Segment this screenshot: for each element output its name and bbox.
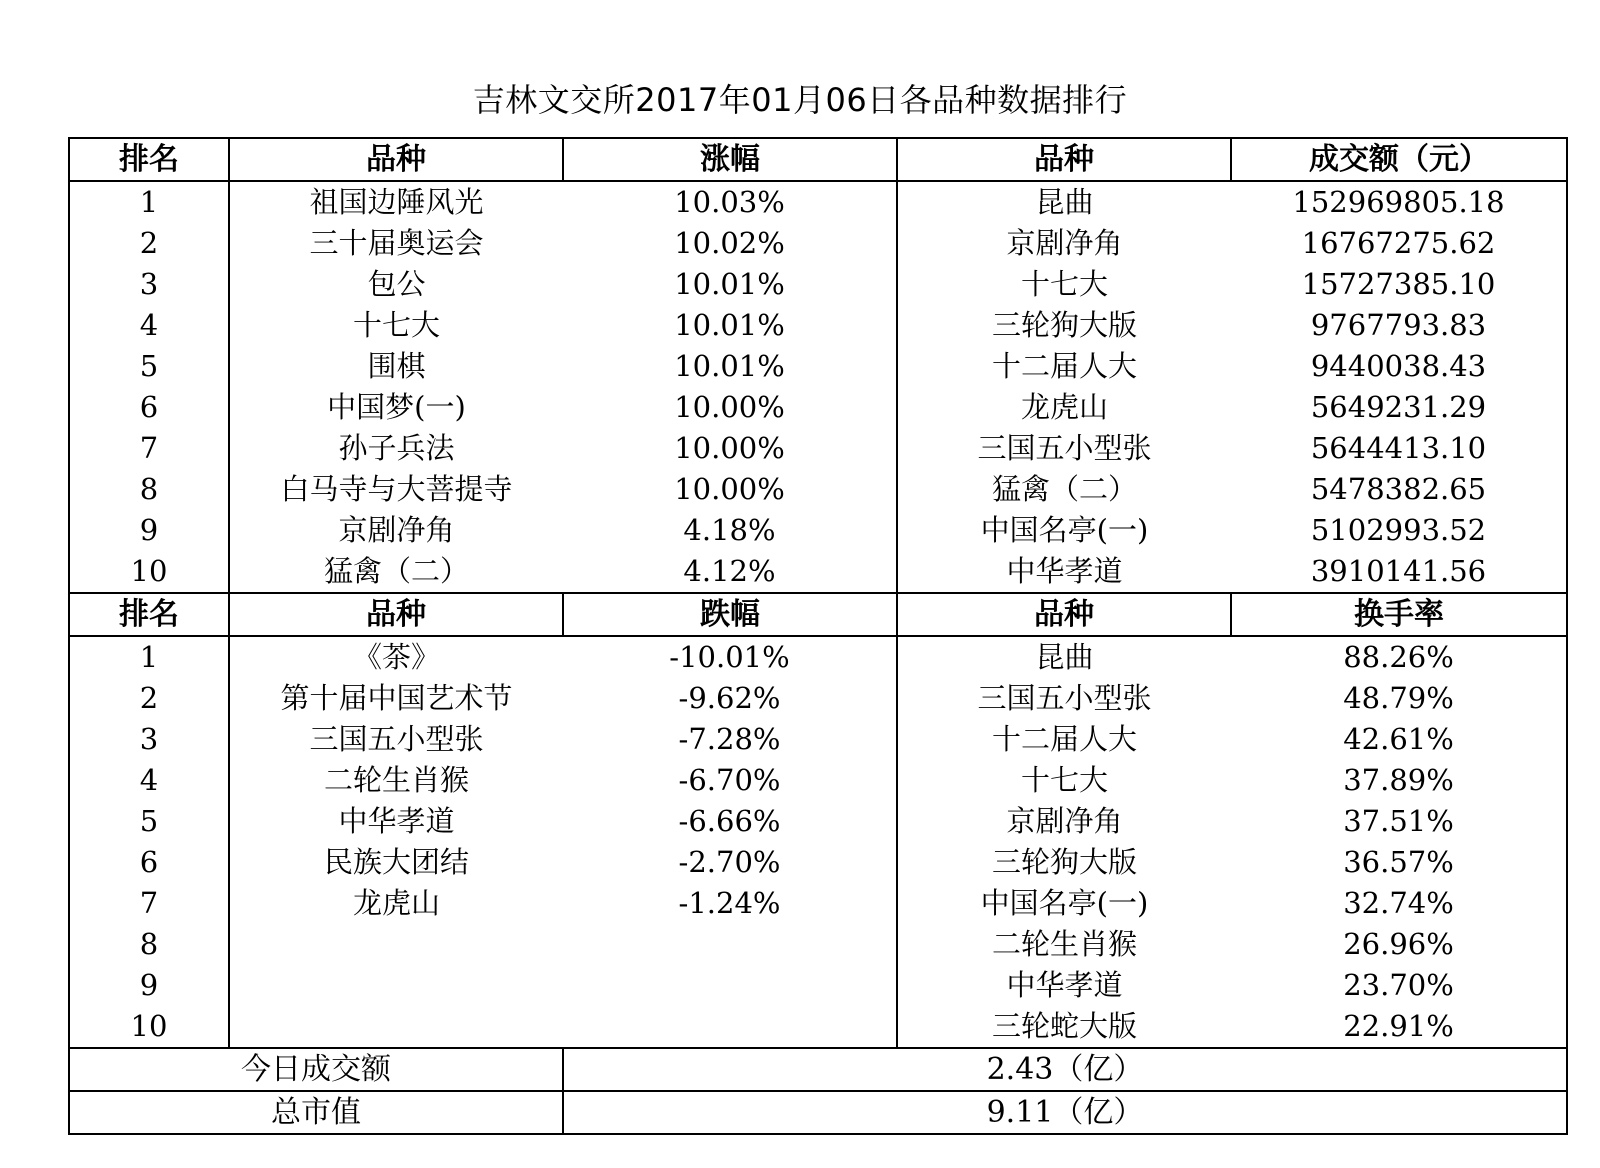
turnover-value: 2.43（亿） [563,1048,1567,1091]
rank-cell: 10 [69,551,229,593]
value-cell: 152969805.18 [1292,185,1505,219]
rank-cell: 7 [69,428,229,469]
change-cell: -7.28% [563,719,897,760]
table-row [69,305,1567,346]
header-gain: 涨幅 [563,138,897,181]
value-cell: 16767275.62 [1301,226,1496,260]
name-cell-2: 昆曲 [1035,185,1094,219]
name-cell: 白马寺与大菩提寺 [280,472,513,506]
change-cell: -10.01% [563,636,897,678]
name-cell: 三十届奥运会 [309,226,484,260]
name-cell-2: 三国五小型张 [977,431,1152,465]
change-cell: -6.66% [563,801,897,842]
name-cell-2: 猛禽（二） [991,472,1137,506]
table-row [69,387,1567,428]
name-cell-2: 中国名亭(一) [980,513,1149,547]
name-cell-2: 三轮狗大版 [991,308,1137,342]
rank-cell: 1 [69,181,229,223]
rank-cell: 1 [69,636,229,678]
name-cell-2: 十二届人大 [991,722,1137,756]
header-name: 品种 [229,593,563,636]
rank-cell: 3 [69,264,229,305]
name-cell: 二轮生肖猴 [323,763,469,797]
rank-cell: 5 [69,346,229,387]
change-cell: -6.70% [563,760,897,801]
rank-cell: 8 [69,924,229,965]
turnover-summary-row [69,1048,1567,1091]
change-cell: 4.18% [563,510,897,551]
table-row [69,842,1567,883]
change-cell: 10.01% [563,264,897,305]
change-cell: 10.01% [563,346,897,387]
market-cap-label: 总市值 [69,1091,563,1134]
change-cell: 10.00% [563,387,897,428]
value-cell: 37.89% [1343,763,1454,797]
rank-cell: 4 [69,760,229,801]
name-cell [229,924,563,965]
change-cell: 10.00% [563,469,897,510]
name-cell-2: 中国名亭(一) [980,886,1149,920]
table-row [69,181,1567,223]
change-cell: 10.01% [563,305,897,346]
value-cell: 3910141.56 [1310,554,1487,588]
change-cell [563,965,897,1006]
table-row [69,428,1567,469]
turnover-label: 今日成交额 [69,1048,563,1091]
table-row [69,346,1567,387]
gain-header-row [69,138,1567,181]
value-cell: 9767793.83 [1310,308,1487,342]
table-row [69,801,1567,842]
value-cell: 48.79% [1343,681,1454,715]
header-loss: 跌幅 [563,593,897,636]
header-turnover-amount: 成交额（元） [1231,138,1567,181]
name-cell [229,965,563,1006]
value-cell: 42.61% [1343,722,1454,756]
change-cell: -9.62% [563,678,897,719]
name-cell: 《茶》 [352,640,440,674]
ranking-table [68,137,1568,1135]
table-row [69,551,1567,593]
name-cell: 中国梦(一) [327,390,466,424]
table-row [69,965,1567,1006]
value-cell: 88.26% [1343,640,1454,674]
table-row [69,510,1567,551]
value-cell: 37.51% [1343,804,1454,838]
name-cell: 京剧净角 [338,513,455,547]
name-cell-2: 三国五小型张 [977,681,1152,715]
value-cell: 23.70% [1343,968,1454,1002]
loss-header-row [69,593,1567,636]
rank-cell: 9 [69,510,229,551]
name-cell: 民族大团结 [323,845,469,879]
name-cell-2: 中华孝道 [1006,554,1123,588]
name-cell-2: 二轮生肖猴 [991,927,1137,961]
change-cell [563,1006,897,1048]
value-cell: 5478382.65 [1310,472,1487,506]
header-rank: 排名 [69,138,229,181]
header-name-2: 品种 [897,138,1231,181]
rank-cell: 5 [69,801,229,842]
name-cell-2: 京剧净角 [1006,804,1123,838]
change-cell: 10.02% [563,223,897,264]
name-cell-2: 三轮狗大版 [991,845,1137,879]
change-cell: 10.00% [563,428,897,469]
table-row [69,264,1567,305]
header-turnover-rate: 换手率 [1231,593,1567,636]
name-cell: 中华孝道 [338,804,455,838]
header-name: 品种 [229,138,563,181]
table-row [69,924,1567,965]
change-cell: 10.03% [563,181,897,223]
value-cell: 5644413.10 [1310,431,1487,465]
change-cell: 4.12% [563,551,897,593]
name-cell [229,1006,563,1048]
rank-cell: 7 [69,883,229,924]
name-cell-2: 十七大 [1020,267,1108,301]
name-cell-2: 龙虎山 [1020,390,1108,424]
name-cell: 猛禽（二） [323,554,469,588]
table-row [69,469,1567,510]
rank-cell: 3 [69,719,229,760]
value-cell: 32.74% [1343,886,1454,920]
name-cell: 祖国边陲风光 [309,185,484,219]
name-cell: 孙子兵法 [338,431,455,465]
value-cell: 9440038.43 [1310,349,1487,383]
table-row [69,883,1567,924]
rank-cell: 8 [69,469,229,510]
value-cell: 5649231.29 [1310,390,1487,424]
ranking-table-body [69,138,1567,1134]
name-cell: 围棋 [367,349,426,383]
table-row [69,636,1567,678]
name-cell-2: 中华孝道 [1006,968,1123,1002]
name-cell-2: 十七大 [1020,763,1108,797]
value-cell: 15727385.10 [1301,267,1496,301]
table-row [69,719,1567,760]
name-cell: 十七大 [352,308,440,342]
name-cell: 包公 [367,267,426,301]
name-cell: 第十届中国艺术节 [280,681,513,715]
header-rank: 排名 [69,593,229,636]
value-cell: 5102993.52 [1310,513,1487,547]
table-row [69,223,1567,264]
change-cell: -2.70% [563,842,897,883]
table-row [69,678,1567,719]
name-cell-2: 三轮蛇大版 [991,1009,1137,1043]
name-cell-2: 京剧净角 [1006,226,1123,260]
change-cell [563,924,897,965]
market-cap-summary-row [69,1091,1567,1134]
value-cell: 22.91% [1343,1009,1454,1043]
change-cell: -1.24% [563,883,897,924]
header-name-2: 品种 [897,593,1231,636]
name-cell-2: 十二届人大 [991,349,1137,383]
rank-cell: 2 [69,223,229,264]
rank-cell: 6 [69,387,229,428]
table-row [69,1006,1567,1048]
market-cap-value: 9.11（亿） [563,1091,1567,1134]
page-title: 吉林文交所2017年01月06日各品种数据排行 [472,81,1128,119]
value-cell: 26.96% [1343,927,1454,961]
name-cell: 三国五小型张 [309,722,484,756]
table-row [69,760,1567,801]
rank-cell: 4 [69,305,229,346]
name-cell-2: 昆曲 [1035,640,1094,674]
rank-cell: 6 [69,842,229,883]
rank-cell: 10 [69,1006,229,1048]
value-cell: 36.57% [1343,845,1454,879]
rank-cell: 9 [69,965,229,1006]
rank-cell: 2 [69,678,229,719]
name-cell: 龙虎山 [352,886,440,920]
